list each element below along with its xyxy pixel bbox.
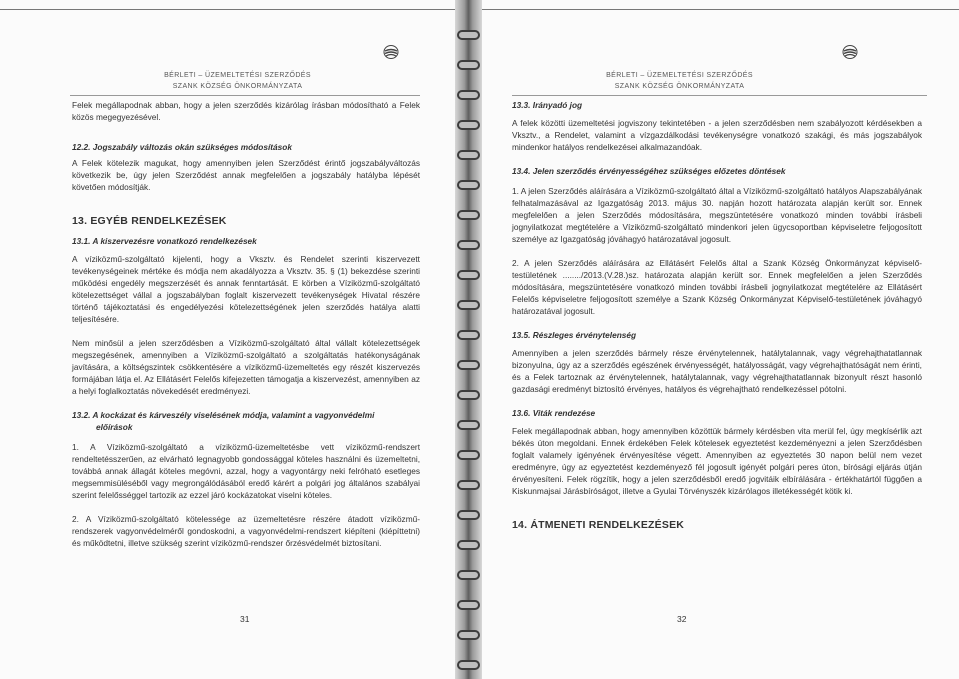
section-13-4-title: 13.4. Jelen szerződés érvényességéhez szükséges előzetes döntések — [512, 166, 786, 176]
binding-coil — [457, 510, 480, 520]
binding-coil — [457, 570, 480, 580]
section-13-2-title-cont: előírások — [96, 422, 133, 432]
binding-coil — [457, 60, 480, 70]
section-13-3-text: A felek közötti üzemeltetési jogviszony tekintetében - a jelen szerződésben nem szabályozott kérdésekben a Vksztv., a Rendelet, valamint a vízgazdálkodási tevékenységre vonatkozó szakági, és más jogszabályok mindenkor hatályos rendelkezései alkalmazandóak. — [512, 118, 922, 152]
section-13-title: 13. EGYÉB RENDELKEZÉSEK — [72, 215, 227, 227]
section-13-1-title: 13.1. A kiszervezésre vonatkozó rendelkezések — [72, 236, 257, 246]
running-header — [150, 70, 325, 92]
binding-coil — [457, 300, 480, 310]
binding-coil — [457, 210, 480, 220]
section-13-4-paragraph-1: 1. A jelen Szerződés aláírására a Víziközmű-szolgáltató által a Víziközmű-szolgáltató hatályos Alapszabályának felhatalmazásával az Igazgatóság 2013. május 30. napján hozott határozata alapján került sor. Ennek megfelelően a jelen Szerződés módosítására, megszüntetésére vonatkozó minden további írásbeli jognyilatkozat megtételére a Víziközmű-szolgáltató mindenkori jelen ügycsoportban képviseletre feljogosított személye az Igazgatóság jóváhagyó határozatával jogosult. — [512, 186, 922, 244]
header-rule — [512, 95, 927, 96]
section-13-3-title: 13.3. Irányadó jog — [512, 100, 583, 110]
section-13-6-title: 13.6. Viták rendezése — [512, 408, 596, 418]
binding-coil — [457, 360, 480, 370]
section-13-6-text: Felek megállapodnak abban, hogy amennyiben közöttük bármely kérdésben vita merül fel, úgy megkísérlik azt békés úton megoldani. Ennek érdekében Felek kötelesek egyeztetést kezdeményezni a jelen Szerződésben foglalt valamely igényének érvényesítése végett. Amennyiben az egyeztetés 30 napon belül nem vezet eredményre, úgy az egyeztetést kezdeményező fél jogosult igényét polgári peres úton, bírósági eljárás útján érvényesíteni. Felek rögzítik, hogy a jelen szerződésből eredő jogvitáik elbírálására - értékhatártól függően a Kiskunmajsai Járásbíróságot, illetve a Gyulai Törvényszék kizárólagos illetékességét kötik ki. — [512, 426, 922, 496]
section-13-2-title: 13.2. A kockázat és kárveszély viselésének módja, valamint a vagyonvédelmi — [72, 410, 375, 420]
header-line-1: BÉRLETI – ÜZEMELTETÉSI SZERZŐDÉS — [164, 72, 311, 79]
spiral-binding — [455, 0, 482, 679]
binding-coil — [457, 450, 480, 460]
section-12-2-title: 12.2. Jogszabály változás okán szükséges módosítások — [72, 142, 292, 152]
binding-coil — [457, 600, 480, 610]
section-13-2-paragraph-1: 1. A Víziközmű-szolgáltató a víziközmű-üzemeltetésbe vett víziközmű-rendszert rendeltetésszerűen, az elvárható legnagyobb gondossággal köteles használni és üzemeltetni, továbbá annak állagát köteles megóvni, azzal, hogy a vagyontárgy neki felróható esetleges megsemmisüléséből vagy megrongálódásából eredő kárért a polgári jog általános szabályai szerint felelősséggel tartozik az ezzel járó kockázatokat viselni köteles. — [72, 442, 420, 500]
binding-coil — [457, 240, 480, 250]
top-rule — [482, 9, 959, 10]
section-13-5-title: 13.5. Részleges érvénytelenség — [512, 330, 637, 340]
header-line-2: SZANK KÖZSÉG ÖNKORMÁNYZATA — [614, 83, 745, 90]
right-page — [482, 0, 959, 679]
binding-coil — [457, 150, 480, 160]
intro-paragraph: Felek megállapodnak abban, hogy a jelen szerződés kizárólag írásban módosítható a Felek közös megegyezésével. — [72, 100, 420, 122]
page-number: 32 — [677, 614, 687, 624]
company-logo-icon — [842, 44, 858, 60]
section-12-2-text: A Felek kötelezik magukat, hogy amennyiben jelen Szerződést érintő jogszabályváltozás következik be, úgy jelen Szerződést annak megfelelően a jogszabály hatályba lépését követően módosítják. — [72, 158, 420, 192]
binding-coil — [457, 540, 480, 550]
binding-coil — [457, 330, 480, 340]
binding-coil — [457, 660, 480, 670]
header-line-1: BÉRLETI – ÜZEMELTETÉSI SZERZŐDÉS — [606, 72, 753, 79]
binding-coil — [457, 480, 480, 490]
company-logo-icon — [383, 44, 399, 60]
section-13-2-paragraph-2: 2. A Víziközmű-szolgáltató kötelessége az üzemeltetésre részére átadott víziközmű-rendszerek vagyonvédelméről gondoskodni, a vagyonvédelmi-rendszert kiépíteni (kiépíttetni) és működtetni, illetve szükség szerint víziközmű-rendszer őrzésvédelmét biztosítani. — [72, 514, 420, 548]
right-text-column — [512, 99, 922, 531]
section-13-4-paragraph-2: 2. A jelen Szerződés aláírására az Ellátásért Felelős által a Szank Község Önkormányzat képviselő-testületének ......../2013.(V.28.)sz. határozata alapján került sor. Ennek megfelelően a jelen Szerződés módosítására, megszüntetésére vonatkozó minden további írásbeli jognyilatkozat megtételére az Ellátásért Felelős képviseletre feljogosított személye a Szank Község Önkormányzat Képviselő-testületének jóváhagyó határozatával jogosult. — [512, 258, 922, 316]
left-text-column — [72, 99, 420, 549]
left-page — [0, 0, 455, 679]
binding-coil — [457, 420, 480, 430]
page-number: 31 — [240, 614, 250, 624]
header-rule — [70, 95, 420, 96]
binding-coil — [457, 120, 480, 130]
binding-coil — [457, 180, 480, 190]
binding-coil — [457, 630, 480, 640]
binding-coil — [457, 30, 480, 40]
section-13-1-paragraph-2: Nem minősül a jelen szerződésben a Víziközmű-szolgáltató által vállalt kötelezettségek megszegésének, amennyiben a Víziközmű-szolgáltató a szolgáltatás hatékonyságának javítására, a költségszintek csökkentésére a víziközmű-üzemeltetés egy részét kiszervezés formájában látja el. Az Ellátásért Felelős kifejezetten támogatja a kiszervezést, amennyiben az a helyi foglalkoztatás növekedését eredményezi. — [72, 338, 420, 396]
section-13-1-paragraph-1: A víziközmű-szolgáltató kijelenti, hogy a Vksztv. és Rendelet szerinti kiszervezett tevékenységeinek mértéke és módja nem akadályozza a Vksztv. 35. § (1) bekezdése szerinti működési engedély megszerzését és annak fenntartását. E körben a Víziközmű-szolgáltató kötelezettséget vállal a jogszabályban foglalt kiszervezett tevékenységek Hivatal részére történő tájékoztatási és engedélyezési kötelezettségének jelen szerződés hatálya alatti teljesítésére. — [72, 254, 420, 324]
binding-coil — [457, 270, 480, 280]
header-line-2: SZANK KÖZSÉG ÖNKORMÁNYZATA — [172, 83, 303, 90]
binding-coil — [457, 90, 480, 100]
running-header — [592, 70, 767, 92]
section-13-5-text: Amennyiben a jelen szerződés bármely része érvénytelennek, hatálytalannak, vagy végrehajthatatlannak bizonyulna, úgy az a szerződés egészének érvényességét, hatályosságát, vagy végrehajthatóságát nem érinti, és a Felek tartoznak az érvénytelennek, hatálytalannak, vagy végrehajthatatlannak bizonyult részt hasonló gazdasági eredményt biztosító érvényes, hatályos és végrehajtható rendelkezéssel pótolni. — [512, 348, 922, 394]
section-14-title: 14. ÁTMENETI RENDELKEZÉSEK — [512, 519, 685, 531]
binding-coil — [457, 390, 480, 400]
top-rule — [0, 9, 455, 10]
